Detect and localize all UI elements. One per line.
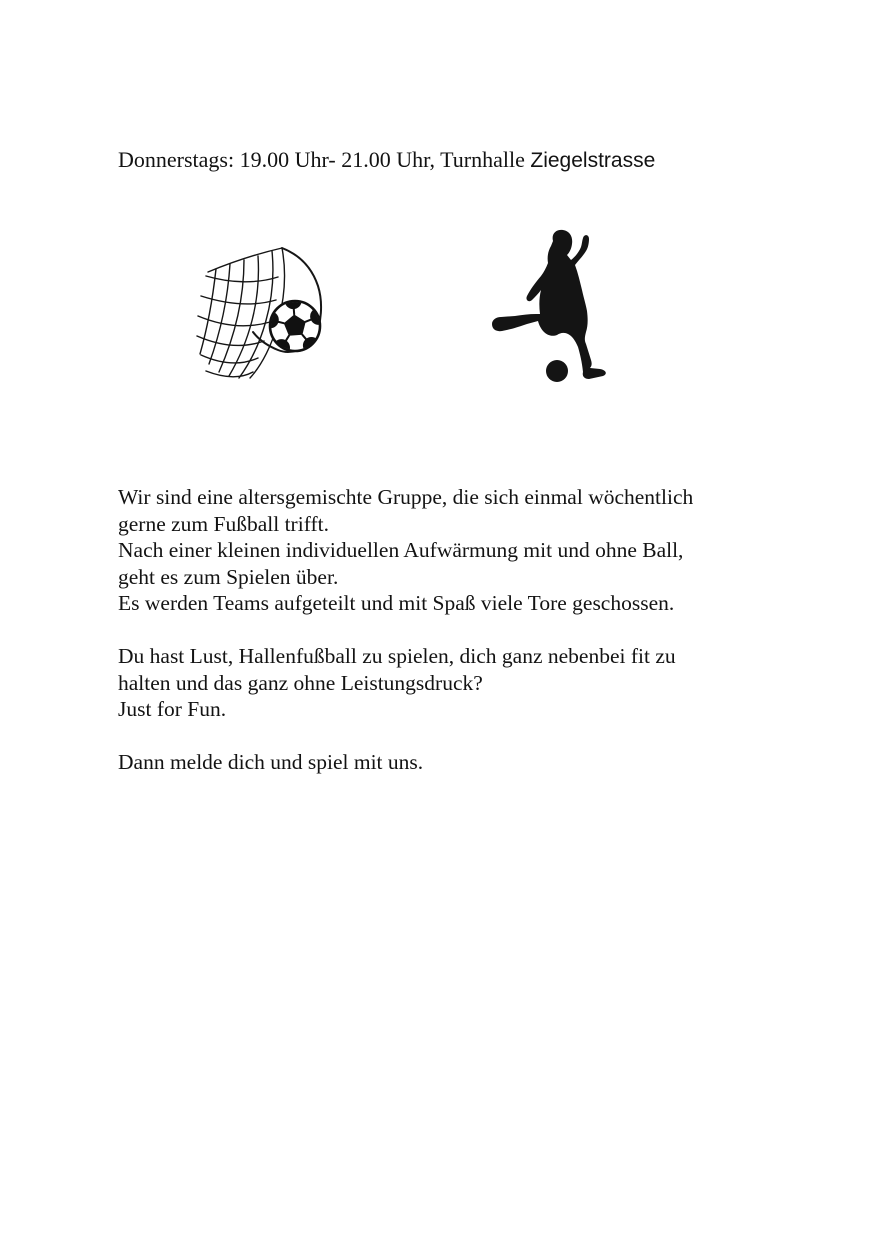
soccer-player-illustration [487,227,619,393]
location-text: Ziegelstrasse [530,149,656,172]
paragraph-call-to-action [118,749,693,776]
text-line: Es werden Teams aufgeteilt und mit Spaß viele Tore geschossen. [118,591,675,615]
text-line: Nach einer kleinen individuellen Aufwärmung mit und ohne Ball, [118,538,684,562]
text-line: Just for Fun. [118,697,227,721]
paragraph-invitation [118,643,693,723]
text-line: halten und das ganz ohne Leistungsdruck? [118,670,483,695]
text-line: Wir sind eine altersgemischte Gruppe, die sich einmal wöchentlich [118,485,694,509]
flyer-body [118,484,693,776]
paragraph-group-description [118,484,693,617]
kicking-player-icon [487,227,619,393]
text-line: geht es zum Spielen über. [118,564,339,589]
text-line: Du hast Lust, Hallenfußball zu spielen, dich ganz nebenbei fit zu [118,644,676,668]
schedule-text: Donnerstags: 19.00 Uhr- 21.00 Uhr, Turnhalle [118,147,531,172]
schedule-header [118,147,655,174]
text-line: Dann melde dich und spiel mit uns. [118,750,424,774]
soccer-ball-in-net-icon [196,246,332,392]
text-line: gerne zum Fußball trifft. [118,511,329,536]
goal-net-ball-illustration [196,246,332,392]
